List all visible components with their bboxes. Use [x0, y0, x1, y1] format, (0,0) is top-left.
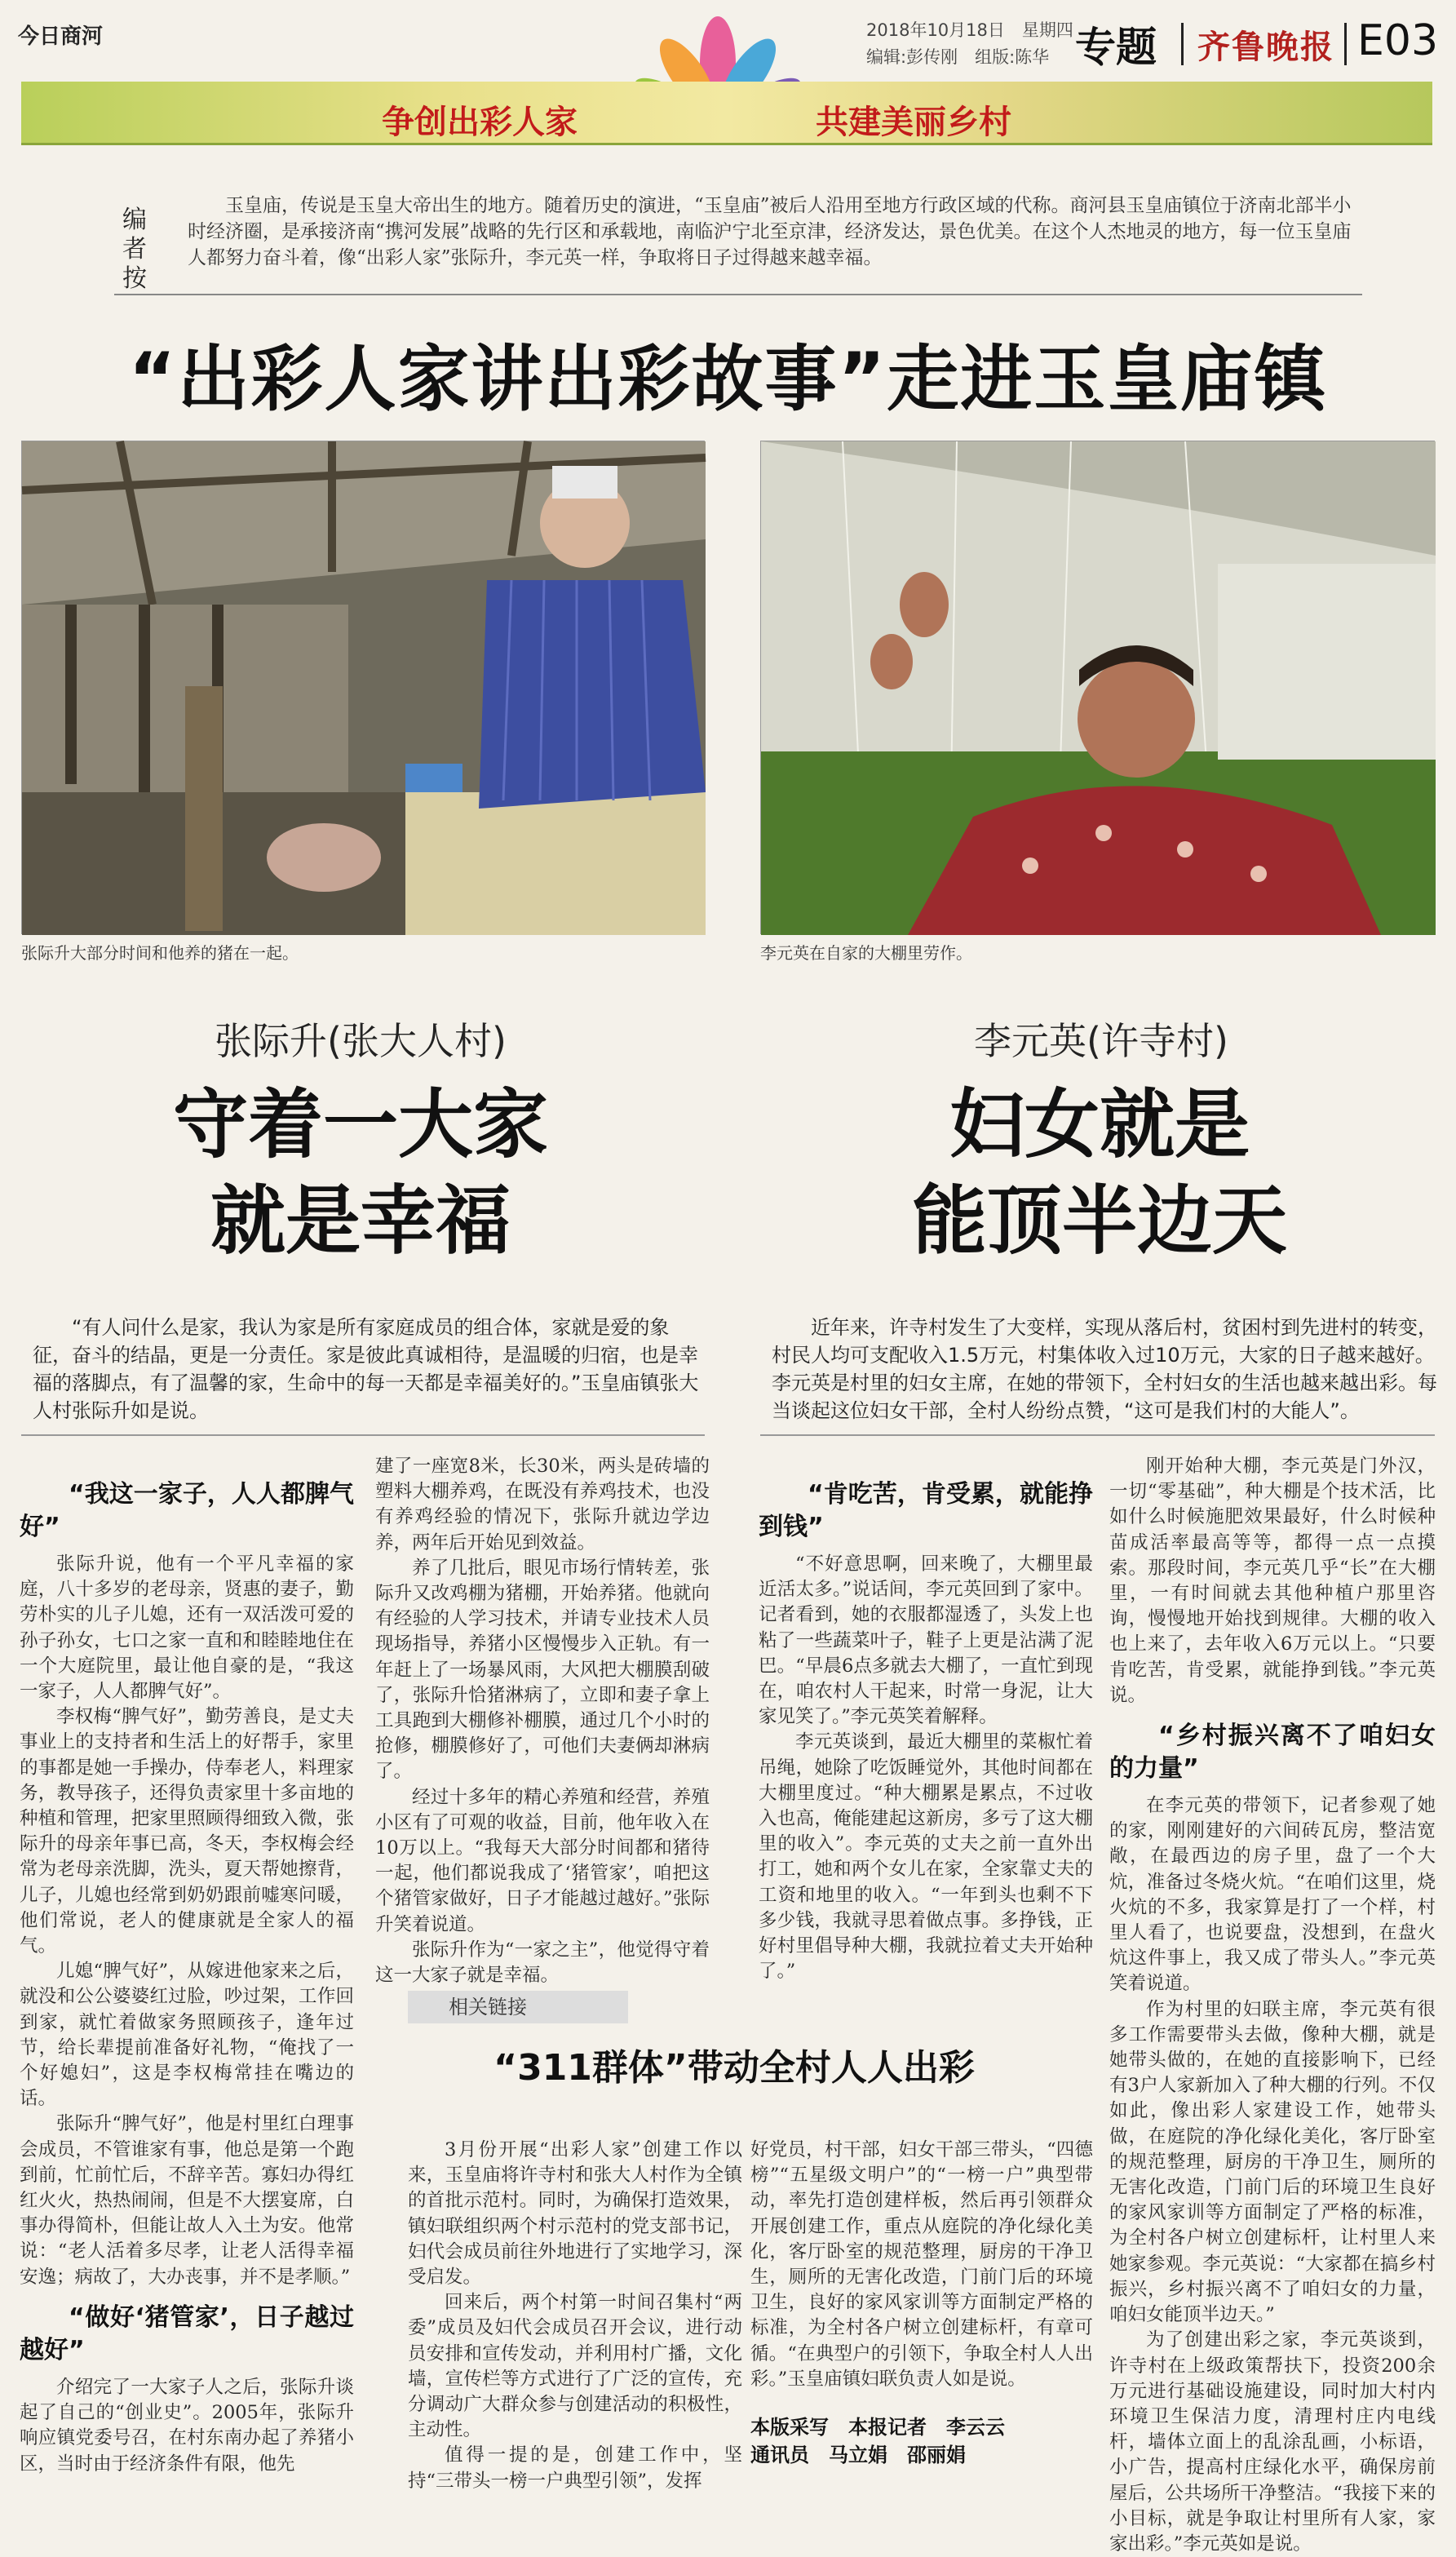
- article-column: [1109, 1454, 1436, 2555]
- article-subhead: “肯吃苦，肯受累，就能挣到钱”: [759, 1480, 1093, 1541]
- photo-caption: 李元英在自家的大棚里劳作。: [760, 943, 972, 963]
- article-paragraph: 作为村里的妇联主席，李元英有很多工作需要带头去做，像种大棚，就是她带头做的，在她的直接影响下，已经有3户人家新加入了种大棚的行列。不仅如此，像出彩人家建设工作，她带头做，在庭院的净化绿化美化，客厅卧室的规范整理，厨房的干净卫生，厕所的无害化改造，门前门后的环境卫生良好的家风家训等方面制定了严格的标准，为全村各户树立创建标杆，让村里人来她家参观。李元英说：“大家都在搞乡村振兴，乡村振兴离不了咱妇女的力量，咱妇女能顶半边天。”: [1109, 1998, 1436, 2326]
- article-paragraph: 刚开始种大棚，李元英是门外汉，一切“零基础”，种大棚是个技术活，比如什么时候施肥效果最好，什么时候种苗成活率最高等等，都得一点一点摸索。那段时间，李元英几乎“长”在大棚里，一有时间就去其他种植户那里咨询，慢慢地开始找到规律。大棚的收入也上来了，去年收入6万元以上。“只要肯吃苦，肯受累，就能挣到钱。”李元英说。: [1109, 1456, 1436, 1706]
- divider: [21, 1434, 705, 1436]
- article-column: [759, 1467, 1093, 1989]
- byline-correspondents: 通讯员 马立娟 邵丽娟: [750, 2444, 966, 2466]
- article-paragraph: 张际升“脾气好”，他是村里红白理事会成员，不管谁家有事，他总是第一个跑到前，忙前忙后，不辞辛苦。寡妇办得红红火火，热热闹闹，但是不大摆宴席，白事办得简朴，但能让故人入土为安。他常说：“老人活着多尽孝，让老人活得幸福安逸；病故了，大办丧事，并不是孝顺。”: [20, 2113, 354, 2288]
- paper-logo: 齐鲁晚报: [1197, 28, 1334, 66]
- related-tag: 相关链接: [408, 1991, 628, 2023]
- masthead-divider: [1181, 23, 1184, 65]
- story-title-right: 妇女就是: [949, 1081, 1250, 1168]
- photo-caption: 张际升大部分时间和他养的猪在一起。: [21, 943, 299, 963]
- story-lead-left: “有人问什么是家，我认为家是所有家庭成员的组合体，家就是爱的象征，奋斗的结晶，更是一分责任。家是彼此真诚相待，是温暖的归宿，也是幸福的落脚点，有了温馨的家，生命中的每一天都是幸福美好的。”玉皇庙镇张大人村张际升如是说。: [33, 1316, 699, 1422]
- related-title: “311群体”带动全村人人出彩: [493, 2047, 975, 2089]
- article-column: [20, 1467, 354, 2479]
- article-paragraph: 张际升说，他有一个平凡幸福的家庭，八十多岁的老母亲，贤惠的妻子，勤劳朴实的儿子儿媳，还有一双活泼可爱的孙子孙女，七口之家一直和和睦睦地住在一个大庭院里，最让他自豪的是，“我这一家子，人人都脾气好”。: [20, 1553, 354, 1703]
- pig-farm-illustration-icon: [22, 441, 706, 935]
- article-paragraph: 3月份开展“出彩人家”创建工作以来，玉皇庙将许寺村和张大人村作为全镇的首批示范村。同时，为确保打造效果，镇妇联组织两个村示范村的党支部书记，妇代会成员前往外地进行了实地学习，深受启发。: [408, 2139, 742, 2289]
- article-paragraph: 建了一座宽8米，长30米，两头是砖墙的塑料大棚养鸡，在既没有养鸡技术，也没有养鸡经验的情况下，张际升就边学边养，两年后开始见到效益。: [375, 1456, 710, 1553]
- article-paragraph: 养了几批后，眼见市场行情转差，张际升又改鸡棚为猪棚，开始养猪。他就向有经验的人学习技术，并请专业技术人员现场指导，养猪小区慢慢步入正轨。有一年赶上了一场暴风雨，大风把大棚膜刮破了，张际升恰猪淋病了，立即和妻子拿上工具跑到大棚修补棚膜，通过几个小时的抢修，棚膜修好了，可他们夫妻俩却淋病了。: [375, 1557, 710, 1783]
- story-lead-right: 近年来，许寺村发生了大变样，实现从落后村，贫困村到先进村的转变，村民人均可支配收入1.5万元，村集体收入过10万元，大家的日子越来越好。李元英是村里的妇女主席，在她的带领下，全村妇女的生活也越来越出彩。每当谈起这位妇女干部，全村人纷纷点赞，“这可是我们村的大能人”。: [772, 1316, 1437, 1422]
- editor-note-label: 编者按: [122, 206, 147, 293]
- dateline: 2018年10月18日 星期四: [866, 20, 1073, 40]
- divider: [760, 1434, 1435, 1436]
- greenhouse-illustration-icon: [761, 441, 1436, 935]
- slogan-right: 共建美丽乡村: [816, 104, 1011, 141]
- page-headline: “出彩人家讲出彩故事”走进玉皇庙镇: [128, 337, 1328, 421]
- slogan-banner: [21, 82, 1432, 145]
- article-paragraph: 回来后，两个村第一时间召集村“两委”成员及妇代会成员召开会议，进行动员安排和宣传发动，并利用村广播，文化墙，宣传栏等方式进行了广泛的宣传，充分调动广大群众参与创建活动的积极性，主动性。: [408, 2292, 742, 2441]
- byline-reporter: 本版采写 本报记者 李云云: [750, 2416, 1005, 2439]
- story-kicker-right: 李元英(许寺村): [974, 1019, 1228, 1063]
- section-name: 今日商河: [18, 24, 104, 49]
- editor-credits: 编辑:彭传刚 组版:陈华: [866, 47, 1050, 67]
- story-title-left: 守着一大家: [172, 1081, 548, 1168]
- article-paragraph: 张际升作为“一家之主”，他觉得守着这一大家子就是幸福。: [375, 1939, 710, 1987]
- article-paragraph: 为了创建出彩之家，李元英谈到，许寺村在上级政策帮扶下，投资200余万元进行基础设施建设，同时加大村内环境卫生保洁力度，清理村庄内电线杆，墙体立面上的乱涂乱画，小标语，小广告，提高村庄绿化水平，确保房前屋后，公共场所干净整洁。“我接下来的小目标，就是争取让村里所有人家，家家出彩。”李元英如是说。: [1109, 2329, 1436, 2555]
- article-subhead: “乡村振兴离不了咱妇女的力量”: [1109, 1722, 1436, 1784]
- page-number: E03: [1357, 16, 1439, 65]
- story-title-right: 能顶半边天: [911, 1177, 1287, 1265]
- byline: [750, 2413, 1093, 2469]
- article-column: [750, 2138, 1093, 2407]
- article-paragraph: 介绍完了一大家子人之后，张际升谈起了自己的“创业史”。2005年，张际升响应镇党委号召，在村东南办起了养猪小区，当时由于经济条件有限，他先: [20, 2376, 354, 2475]
- article-paragraph: 儿媳“脾气好”，从嫁进他家来之后，就没和公公婆婆红过脸，吵过架，工作回到家，就忙着做家务照顾孩子，逢年过节，给长辈提前准备好礼物，“俺找了一个好媳妇”，这是李权梅常挂在嘴边的话。: [20, 1961, 354, 2110]
- article-paragraph: 值得一提的是，创建工作中，坚持“三带头一榜一户典型引领”，发挥: [408, 2444, 742, 2492]
- editor-note-text: 玉皇庙，传说是玉皇大帝出生的地方。随着历史的演进，“玉皇庙”被后人沿用至地方行政区域的代称。商河县玉皇庙镇位于济南北部半小时经济圈，是承接济南“携河发展”战略的先行区和承载地，南临沪宁北至京津，经济发达，景色优美。在这个人杰地灵的地方，每一位玉皇庙人都努力奋斗着，像“出彩人家”张际升，李元英一样，争取将日子过得越来越幸福。: [188, 195, 1352, 268]
- article-column: [375, 1454, 710, 1987]
- story-kicker-left: 张际升(张大人村): [215, 1019, 507, 1063]
- article-column: [408, 2138, 742, 2492]
- article-paragraph: 李元英谈到，最近大棚里的菜椒忙着吊绳，她除了吃饭睡觉外，其他时间都在大棚里度过。“种大棚累是累点，不过收入也高，俺能建起这新房，多亏了这大棚里的收入”。李元英的丈夫之前一直外出打工，她和两个女儿在家，全家靠丈夫的工资和地里的收入。“一年到头也剩不下多少钱，我就寻思着做点事。多挣钱，正好村里倡导种大棚，我就拉着丈夫开始种了。”: [759, 1731, 1093, 1983]
- photo-pig-farm: [21, 441, 705, 934]
- article-paragraph: 李权梅“脾气好”，勤劳善良，是丈夫事业上的支持者和生活上的好帮手，家里的事都是她一手操办，侍奉老人，料理家务，教导孩子，还得负责家里十多亩地的种植和管理，把家里照顾得细致入微，张际升的母亲年事已高，冬天，李权梅会经常为老母亲洗脚，洗头，夏天帮她擦背，儿子，儿媳也经常到奶奶跟前嘘寒问暖，他们常说，老人的健康就是全家人的福气。: [20, 1706, 354, 1957]
- topic-label: 专题: [1075, 24, 1157, 71]
- article-paragraph: 经过十多年的精心养殖和经营，养殖小区有了可观的收益，目前，他年收入在10万以上。“我每天大部分时间都和猪待一起，他们都说我成了‘猪管家’，咱把这个猪管家做好，日子才能越过越好。”张际升笑着说道。: [375, 1786, 710, 1935]
- article-subhead: “做好‘猪管家’，日子越过越好”: [20, 2302, 354, 2364]
- article-paragraph: 在李元英的带领下，记者参观了她的家，刚刚建好的六间砖瓦房，整洁宽敞，在最西边的房子里，盘了一个大炕，准备过冬烧火炕。“在咱们这里，烧火炕的不多，我家算是打了一个样，村里人看了，也说要盘，没想到，在盘火炕这件事上，我又成了带头人。”李元英笑着说道。: [1109, 1795, 1436, 1995]
- slogan-left: 争创出彩人家: [382, 104, 578, 141]
- article-paragraph: 好党员，村干部，妇女干部三带头，“四德榜”“五星级文明户”的“一榜一户”典型带动，率先打造创建样板，然后再引领群众开展创建工作，重点从庭院的净化绿化美化，客厅卧室的规范整理，厨房的干净卫生，厕所的无害化改造，门前门后的环境卫生，良好的家风家训等方面制定严格的标准，为全村各户树立创建标杆，有章可循。“在典型户的引领下，争取全村人人出彩。”玉皇庙镇妇联负责人如是说。: [750, 2139, 1093, 2390]
- story-title-left: 就是幸福: [210, 1177, 511, 1265]
- photo-greenhouse: [760, 441, 1435, 934]
- article-paragraph: “不好意思啊，回来晚了，大棚里最近活太多。”说话间，李元英回到了家中。记者看到，她的衣服都湿透了，头发上也粘了一些蔬菜叶子，鞋子上更是沾满了泥巴。“早晨6点多就去大棚了，一直忙到现在，咱农村人干起来，时常一身泥，让大家见笑了。”李元英笑着解释。: [759, 1553, 1093, 1728]
- masthead-divider: [1344, 23, 1347, 65]
- article-subhead: “我这一家子，人人都脾气好”: [20, 1480, 354, 1541]
